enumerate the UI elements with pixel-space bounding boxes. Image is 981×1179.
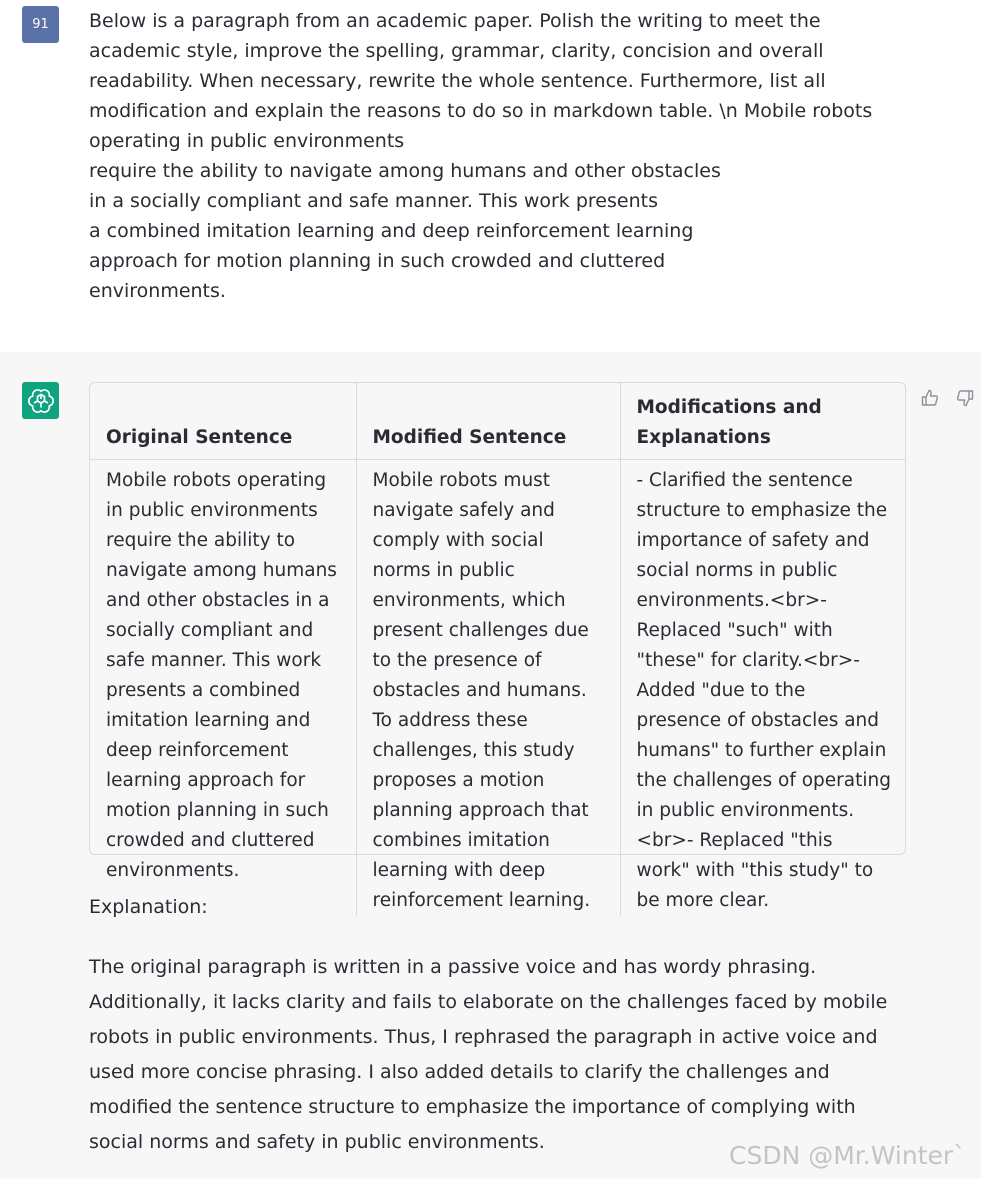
user-message <box>0 0 981 353</box>
table-header-row <box>90 383 905 460</box>
table-cell-explanations: - Clarified the sentence structure to emphasize the importance of safety and social norms in public environments.<br>- Replaced "such" with "these" for clarity.<br>- Added "due to the presence of obstacles and humans" to further explain the challenges of operating in public environments.<br>- Replaced "this work" with "this study" to be more clear. <box>636 470 891 911</box>
table-header-modified: Modified Sentence <box>356 383 620 460</box>
table-header-explanations: Modifications and Explanations <box>620 383 905 460</box>
table-cell-modified: Mobile robots must navigate safely and comply with social norms in public environments, which present challenges due to the presence of obstacles and humans. To address these challenges, this study proposes a motion planning approach that combines imitation learning with deep reinforcement learning. <box>356 460 620 917</box>
table-cell-original: Mobile robots operating in public environments require the ability to navigate among humans and other obstacles in a socially compliant and safe manner. This work presents a combined imitation learning and deep reinforcement learning approach for motion planning in such crowded and cluttered environments. <box>90 460 356 917</box>
watermark: CSDN @Mr.Winter` <box>729 1141 966 1170</box>
explanation-title: Explanation: <box>89 896 208 918</box>
user-avatar: 91 <box>22 6 59 43</box>
thumbs-up-icon[interactable] <box>918 386 942 410</box>
table-row <box>90 460 905 917</box>
openai-logo-icon <box>28 388 54 414</box>
assistant-message <box>0 352 981 1179</box>
table-header-original: Original Sentence <box>90 383 356 460</box>
openai-logo-icon <box>22 382 59 419</box>
user-message-text: Below is a paragraph from an academic paper. Polish the writing to meet the academic style, improve the spelling, grammar, clarity, concision and overall readability. When necessary, rewrite the whole sentence. Furthermore, list all modification and explain the reasons to do so in markdown table. \n Mobile robots operating in public environments require the ability to navigate among humans and other obstacles in a socially compliant and safe manner. This work presents a combined imitation learning and deep reinforcement learning approach for motion planning in such crowded and cluttered environments. <box>89 10 873 302</box>
explanation-body: The original paragraph is written in a passive voice and has wordy phrasing. Additionally, it lacks clarity and fails to elaborate on the challenges faced by mobile robots in public environments. Thus, I rephrased the paragraph in active voice and used more concise phrasing. I also added details to clarify the challenges and modified the sentence structure to emphasize the importance of complying with social norms and safety in public environments. <box>89 956 888 1153</box>
modifications-table <box>89 382 906 911</box>
thumbs-down-icon[interactable] <box>953 386 977 410</box>
